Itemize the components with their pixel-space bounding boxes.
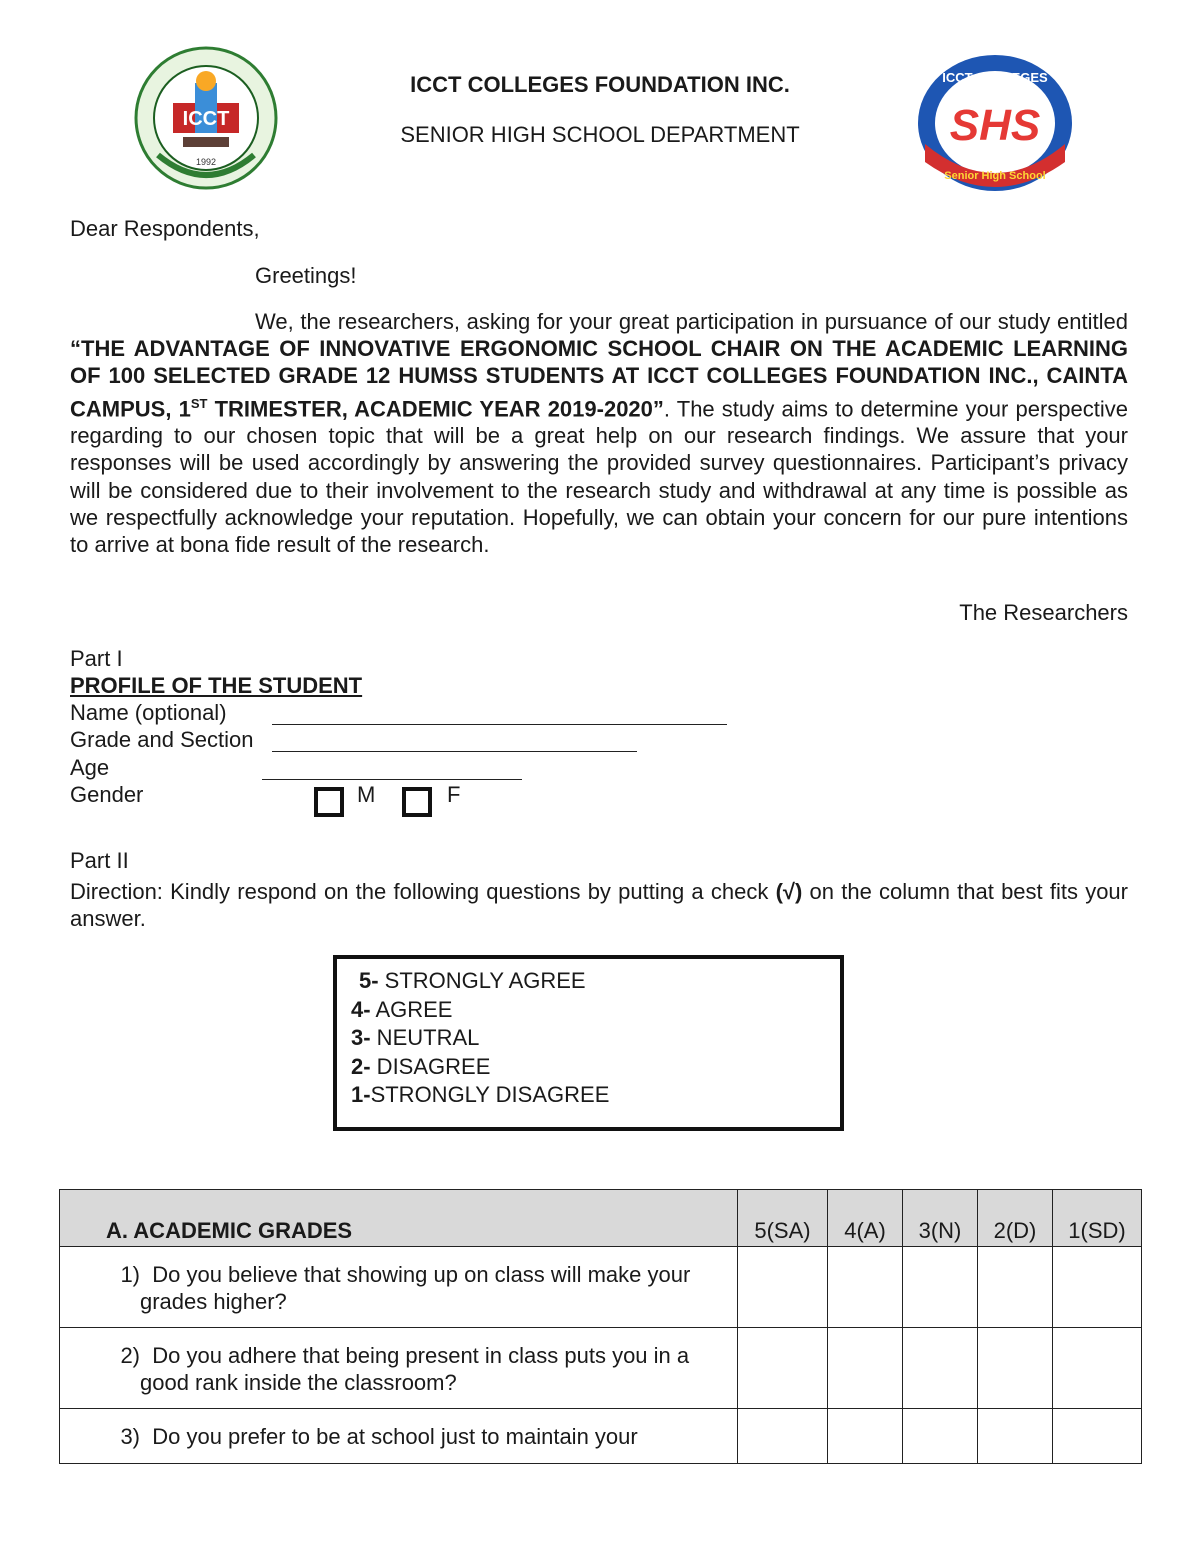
question-number: 1) <box>120 1262 140 1287</box>
rating-cell-5[interactable] <box>738 1247 828 1328</box>
rating-cell-4[interactable] <box>828 1247 903 1328</box>
gender-label: Gender <box>70 782 144 807</box>
gender-male-checkbox[interactable] <box>314 787 344 817</box>
legend-num: 2- <box>351 1053 371 1079</box>
gender-male-label: M <box>357 782 376 807</box>
body-intro: We, the researchers, asking for your great participation in pursuance of our study entitled <box>255 309 1128 334</box>
column-header: 4(A) <box>828 1190 903 1247</box>
question-number: 3) <box>120 1424 140 1449</box>
legend-text: DISAGREE <box>370 1053 491 1079</box>
direction-before: Direction: Kindly respond on the following questions by putting a check <box>70 879 776 904</box>
part1-label: Part I <box>70 646 123 671</box>
table-row <box>60 1247 1142 1328</box>
legend-text: STRONGLY AGREE <box>378 968 586 993</box>
letter-body <box>70 308 1128 558</box>
svg-text:1992: 1992 <box>195 157 217 167</box>
table-row <box>60 1409 1142 1464</box>
study-title-part2: TRIMESTER, ACADEMIC YEAR 2019-2020” <box>207 395 664 421</box>
question-cell <box>60 1247 738 1328</box>
question-text: Do you adhere that being present in class puts you in a <box>152 1343 690 1368</box>
legend-item <box>351 967 826 996</box>
legend-text: NEUTRAL <box>370 1025 480 1050</box>
legend-num: 5- <box>359 968 379 993</box>
legend-item <box>351 1081 826 1110</box>
rating-cell-4[interactable] <box>828 1409 903 1464</box>
study-title-part1: “THE ADVANTAGE OF INNOVATIVE ERGONOMIC SCHOOL CHAIR ON THE ACADEMIC LEARNING OF 100 SELECTED GRADE 12 HUMSS STUDENTS AT ICCT COLLEGES FOUNDATION INC., CAINTA CAMPUS, 1 <box>70 336 1128 421</box>
question-number: 2) <box>120 1343 140 1368</box>
question-cell <box>60 1328 738 1409</box>
rating-cell-3[interactable] <box>903 1328 978 1409</box>
study-title-superscript: ST <box>190 395 208 411</box>
age-field[interactable] <box>262 757 522 780</box>
column-header: 3(N) <box>903 1190 978 1247</box>
svg-text:Senior High School: Senior High School <box>944 170 1046 182</box>
check-symbol: (√) <box>775 879 803 904</box>
svg-text:ICCT: ICCT <box>182 108 230 130</box>
name-field[interactable] <box>272 702 727 725</box>
greeting: Greetings! <box>255 263 357 288</box>
question-text-cont: grades higher? <box>140 1289 287 1314</box>
legend-item <box>351 996 826 1025</box>
column-header: 5(SA) <box>738 1190 828 1247</box>
part2-label: Part II <box>70 848 129 873</box>
direction-after: on the column that best fits your answer. <box>70 879 1128 931</box>
svg-text:SHS: SHS <box>949 101 1041 150</box>
gender-female-label: F <box>447 782 461 807</box>
svg-text:ICCT COLLEGES: ICCT COLLEGES <box>942 70 1048 85</box>
salutation: Dear Respondents, <box>70 216 260 241</box>
grade-section-label: Grade and Section <box>70 727 254 752</box>
table-row <box>60 1328 1142 1409</box>
legend-text: AGREE <box>370 996 453 1022</box>
department-name: SENIOR HIGH SCHOOL DEPARTMENT <box>400 122 800 147</box>
column-header: 2(D) <box>978 1190 1053 1247</box>
school-name: ICCT COLLEGES FOUNDATION INC. <box>410 72 790 97</box>
question-cell <box>60 1409 738 1464</box>
shs-logo <box>915 52 1075 194</box>
rating-cell-1[interactable] <box>1053 1328 1142 1409</box>
legend-item <box>351 1024 826 1053</box>
question-text: Do you believe that showing up on class will make your <box>152 1262 691 1287</box>
rating-cell-3[interactable] <box>903 1409 978 1464</box>
legend-text: STRONGLY DISAGREE <box>370 1082 610 1107</box>
legend-num: 4- <box>351 996 371 1022</box>
name-label: Name (optional) <box>70 700 227 725</box>
icct-seal-logo <box>133 45 279 191</box>
rating-legend <box>333 955 844 1131</box>
body-rest: . The study aims to determine your perspective regarding to our chosen topic that will be a great help on our research findings. We assure that your responses will be used accordingly by answering the provided survey questionnaires. Participant’s privacy will be considered due to their involvement to the research study and withdrawal at any time is possible as we respectfully acknowledge your reputation. Hopefully, we can obtain your concern for our pure intentions to arrive at bona fide result of the research. <box>70 395 1129 557</box>
legend-num: 3- <box>351 1025 371 1050</box>
legend-num: 1- <box>351 1082 371 1107</box>
rating-cell-5[interactable] <box>738 1328 828 1409</box>
rating-cell-2[interactable] <box>978 1247 1053 1328</box>
column-header: 1(SD) <box>1053 1190 1142 1247</box>
rating-cell-1[interactable] <box>1053 1409 1142 1464</box>
signature: The Researchers <box>959 600 1128 625</box>
survey-table <box>59 1189 1142 1464</box>
rating-cell-2[interactable] <box>978 1409 1053 1464</box>
question-text: Do you prefer to be at school just to maintain your <box>152 1424 638 1449</box>
legend-item <box>351 1053 826 1082</box>
rating-cell-4[interactable] <box>828 1328 903 1409</box>
rating-cell-2[interactable] <box>978 1328 1053 1409</box>
table-header-row <box>60 1190 1142 1247</box>
rating-cell-5[interactable] <box>738 1409 828 1464</box>
gender-female-checkbox[interactable] <box>402 787 432 817</box>
age-label: Age <box>70 755 110 780</box>
grade-section-field[interactable] <box>272 729 637 752</box>
rating-cell-3[interactable] <box>903 1247 978 1328</box>
direction-text <box>70 878 1128 932</box>
question-text-cont: good rank inside the classroom? <box>140 1370 457 1395</box>
profile-title: PROFILE OF THE STUDENT <box>70 673 363 698</box>
rating-cell-1[interactable] <box>1053 1247 1142 1328</box>
category-header: A. ACADEMIC GRADES <box>60 1190 738 1247</box>
